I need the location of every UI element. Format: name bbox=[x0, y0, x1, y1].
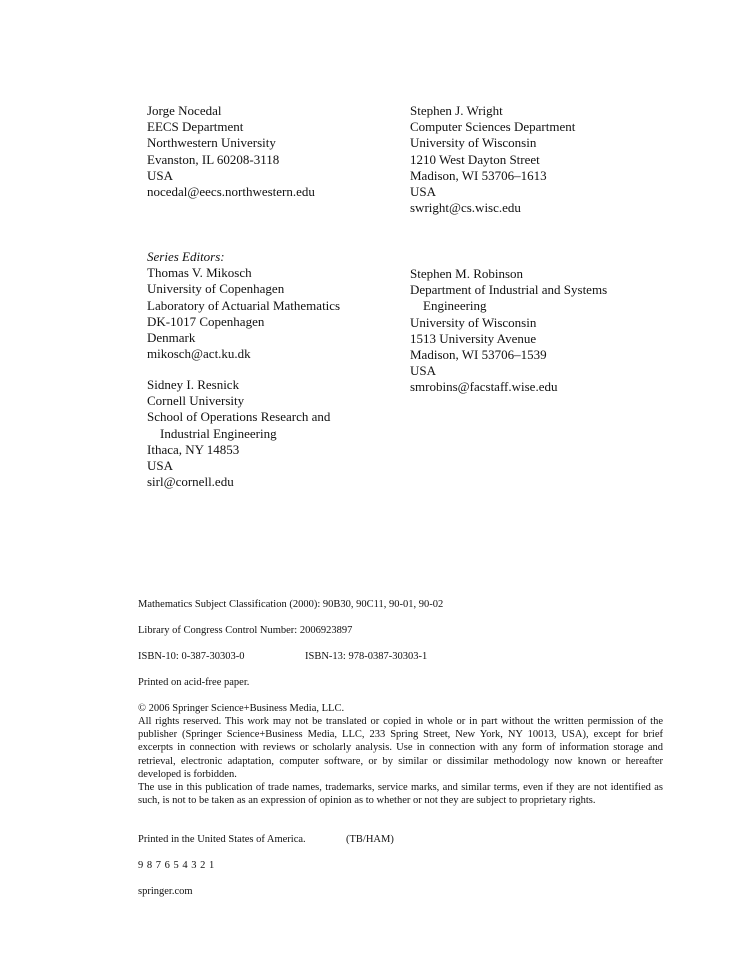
author-city: Madison, WI 53706–1613 bbox=[410, 167, 547, 183]
editor-department: Department of Industrial and Systems bbox=[410, 282, 608, 298]
author-department: EECS Department bbox=[147, 119, 244, 135]
author-country: USA bbox=[410, 184, 437, 200]
editor-city: DK-1017 Copenhagen bbox=[147, 313, 265, 329]
isbn10: ISBN-10: 0-387-30303-0 bbox=[138, 651, 245, 662]
editor-school-cont: Industrial Engineering bbox=[160, 425, 277, 441]
trademarks-statement: The use in this publication of trade names, trademarks, service marks, and similar terms, even if they are not identified as such, is not to be taken as an expression of opinion as to whether or not they are subject to proprietary rights. bbox=[138, 782, 663, 807]
editor-email: mikosch@act.ku.dk bbox=[147, 346, 251, 362]
editor-name: Sidney I. Resnick bbox=[147, 377, 240, 392]
author-name: Jorge Nocedal bbox=[147, 103, 222, 118]
series-editors-label: Series Editors: bbox=[147, 249, 225, 264]
editor-email: smrobins@facstaff.wise.edu bbox=[410, 379, 558, 395]
editor-city: Ithaca, NY 14853 bbox=[147, 441, 240, 457]
editor-email: sirl@cornell.edu bbox=[147, 474, 234, 490]
editor-university: Cornell University bbox=[147, 393, 245, 409]
editor-university: University of Wisconsin bbox=[410, 314, 537, 330]
isbn-line bbox=[138, 650, 663, 663]
editor-name: Thomas V. Mikosch bbox=[147, 265, 252, 281]
editor-mikosch bbox=[147, 249, 340, 362]
editor-school: School of Operations Research and bbox=[147, 409, 331, 425]
author-city: Evanston, IL 60208-3118 bbox=[147, 151, 280, 167]
print-line: 9 8 7 6 5 4 3 2 1 bbox=[138, 860, 215, 871]
editor-department-cont: Engineering bbox=[423, 298, 487, 314]
editor-country: Denmark bbox=[147, 330, 196, 346]
author-wright bbox=[410, 103, 575, 216]
editor-name: Stephen M. Robinson bbox=[410, 266, 524, 281]
printed-in: Printed in the United States of America. bbox=[138, 834, 306, 845]
copyright-notice: © 2006 Springer Science+Business Media, LLC. bbox=[138, 703, 345, 714]
editor-robinson bbox=[410, 266, 607, 396]
printer-code: (TB/HAM) bbox=[346, 834, 394, 845]
rights-statement: All rights reserved. This work may not be translated or copied in whole or in part without the written permission of the publisher (Springer Science+Business Media, LLC, 233 Spring Street, New York, NY 10013, USA), except for brief excerpts in connection with reviews or scholarly analysis. Use in connection with any form of information storage and retrieval, electronic adaptation, computer software, or by similar or dissimilar methodology now known or hereafter developed is forbidden. bbox=[138, 716, 663, 780]
author-email: swright@cs.wisc.edu bbox=[410, 200, 521, 216]
author-university: University of Wisconsin bbox=[410, 135, 537, 151]
editor-street: 1513 University Avenue bbox=[410, 330, 537, 346]
author-university: Northwestern University bbox=[147, 135, 276, 151]
editor-city: Madison, WI 53706–1539 bbox=[410, 347, 547, 363]
isbn13: ISBN-13: 978-0387-30303-1 bbox=[305, 651, 428, 662]
website: springer.com bbox=[138, 886, 193, 897]
paper-note: Printed on acid-free paper. bbox=[138, 677, 250, 688]
msc-classification: Mathematics Subject Classification (2000): 90B30, 90C11, 90-01, 90-02 bbox=[138, 599, 444, 610]
author-email: nocedal@eecs.northwestern.edu bbox=[147, 184, 315, 200]
author-street: 1210 West Dayton Street bbox=[410, 151, 540, 167]
editor-country: USA bbox=[410, 363, 437, 379]
author-name: Stephen J. Wright bbox=[410, 103, 503, 118]
author-country: USA bbox=[147, 167, 174, 183]
editor-resnick bbox=[147, 377, 330, 490]
author-department: Computer Sciences Department bbox=[410, 119, 576, 135]
editor-country: USA bbox=[147, 458, 174, 474]
lccn: Library of Congress Control Number: 2006923897 bbox=[138, 625, 353, 636]
printed-line bbox=[138, 833, 663, 846]
editor-laboratory: Laboratory of Actuarial Mathematics bbox=[147, 297, 341, 313]
author-nocedal bbox=[147, 103, 315, 200]
editor-university: University of Copenhagen bbox=[147, 281, 285, 297]
